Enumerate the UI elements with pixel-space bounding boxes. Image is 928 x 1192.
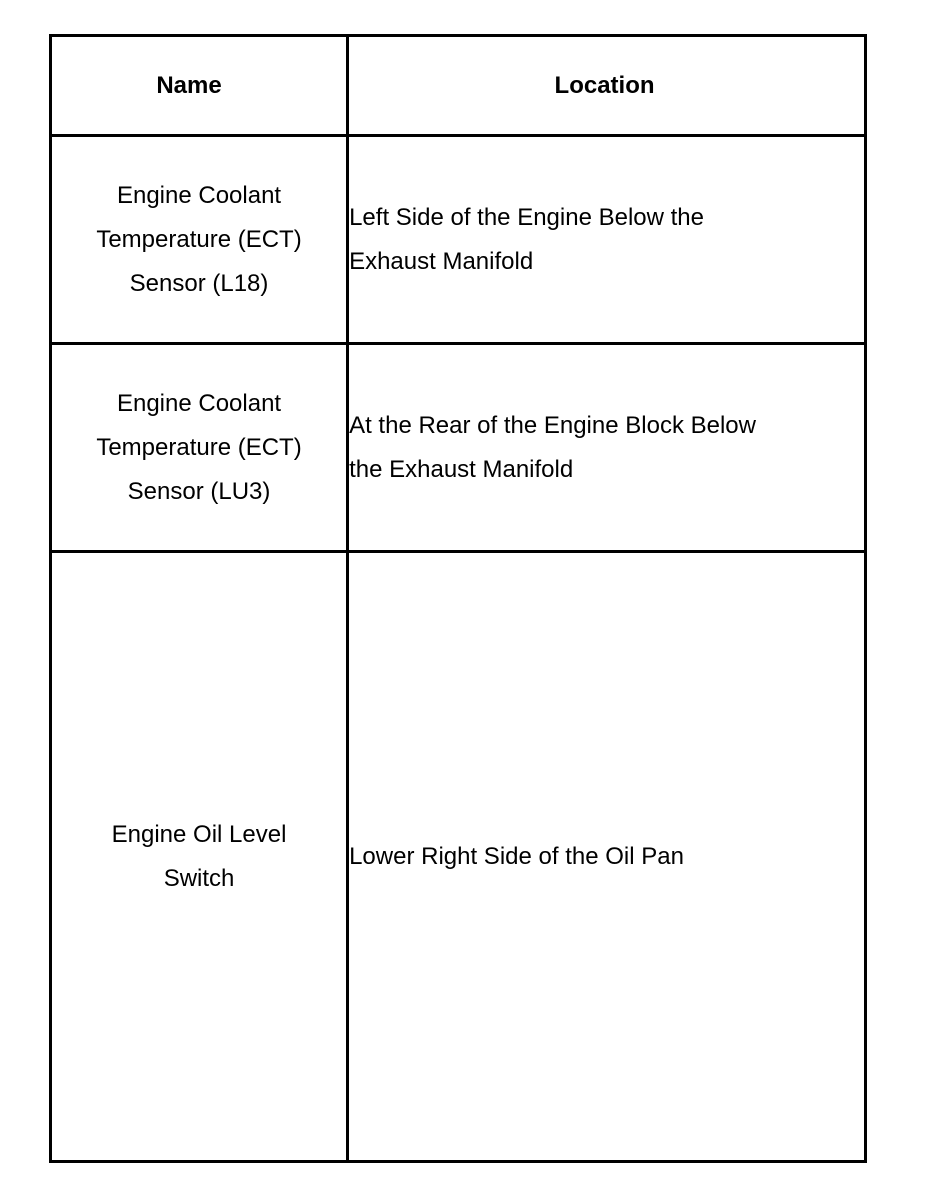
component-name: Engine Coolant Temperature (ECT) Sensor (LU3) [96,389,302,505]
component-location: Lower Right Side of the Oil Pan [349,842,684,870]
table-header-row [51,36,866,136]
header-name-label: Name [156,71,222,99]
name-cell [51,344,348,552]
component-location-table [49,34,867,1163]
table-row [51,136,866,344]
component-name: Engine Coolant Temperature (ECT) Sensor (L18) [96,181,302,297]
table-row [51,344,866,552]
header-location-label: Location [554,71,655,99]
location-cell [348,552,866,1162]
header-location [348,36,866,136]
component-location: Left Side of the Engine Below the Exhaust Manifold [349,203,704,275]
component-location: At the Rear of the Engine Block Below the Exhaust Manifold [349,411,756,483]
location-cell [348,344,866,552]
component-name: Engine Oil Level Switch [111,820,287,892]
name-cell [51,552,348,1162]
table-row [51,552,866,1162]
header-name [51,36,348,136]
name-cell [51,136,348,344]
location-cell [348,136,866,344]
